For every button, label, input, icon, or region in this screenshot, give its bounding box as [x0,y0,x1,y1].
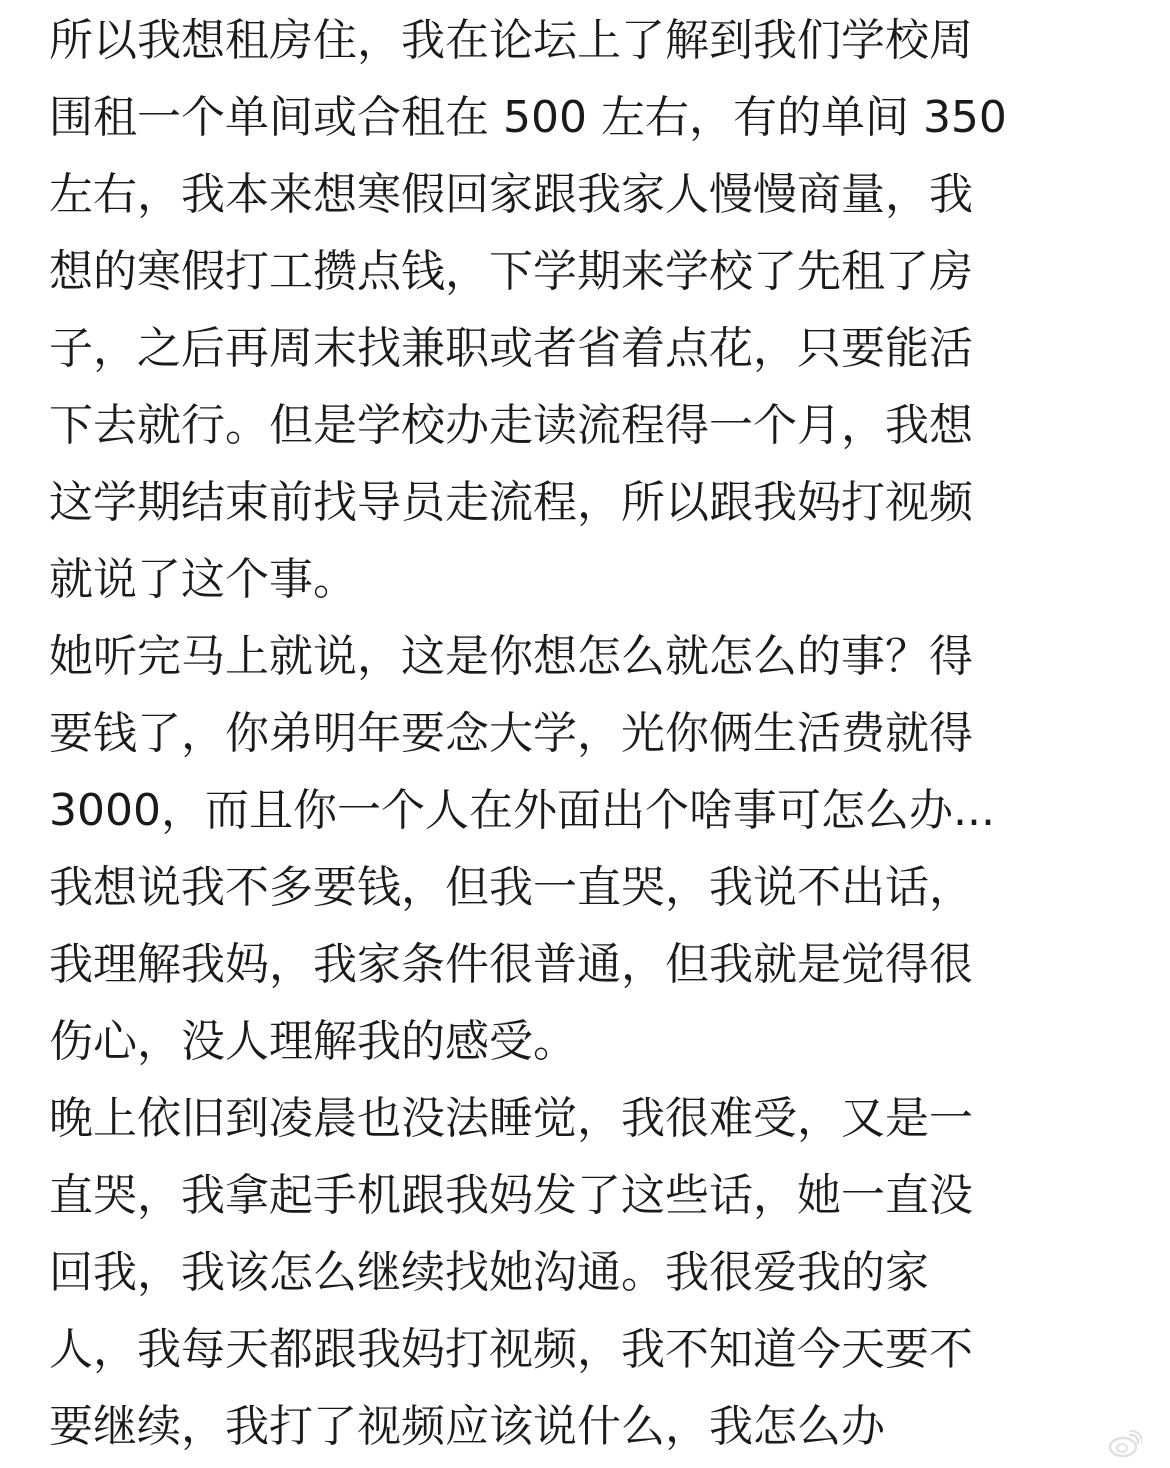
text-line-4: 想的寒假打工攒点钱，下学期来学校了先租了房 [49,246,973,297]
text-line-8: 就说了这个事。 [49,554,357,605]
text-line-18: 人，我每天都跟我妈打视频，我不知道今天要不 [49,1324,973,1375]
text-line-9: 她听完马上就说，这是你想怎么就怎么的事？得 [49,631,973,682]
text-line-11: 3000，而且你一个人在外面出个啥事可怎么办... [49,785,995,836]
watermark [1108,1424,1148,1464]
text-line-19: 要继续，我打了视频应该说什么，我怎么办 [49,1401,885,1452]
text-line-5: 子，之后再周末找兼职或者省着点花，只要能活 [49,323,973,374]
text-line-13: 我理解我妈，我家条件很普通，但我就是觉得很 [49,939,973,990]
text-line-15: 晚上依旧到凌晨也没法睡觉，我很难受，又是一 [49,1093,973,1144]
text-line-10: 要钱了，你弟明年要念大学，光你俩生活费就得 [49,708,973,759]
text-line-17: 回我，我该怎么继续找她沟通。我很爱我的家 [49,1247,929,1298]
text-line-2: 围租一个单间或合租在 500 左右，有的单间 350 [49,92,1007,143]
text-line-1: 所以我想租房住，我在论坛上了解到我们学校周 [49,15,973,66]
text-line-7: 这学期结束前找导员走流程，所以跟我妈打视频 [49,477,973,528]
weibo-logo-icon [1108,1429,1142,1459]
text-line-12: 我想说我不多要钱，但我一直哭，我说不出话， [49,862,973,913]
text-line-16: 直哭，我拿起手机跟我妈发了这些话，她一直没 [49,1170,973,1221]
text-line-3: 左右，我本来想寒假回家跟我家人慢慢商量，我 [49,169,973,220]
text-line-6: 下去就行。但是学校办走读流程得一个月，我想 [49,400,973,451]
text-line-14: 伤心，没人理解我的感受。 [49,1016,577,1067]
